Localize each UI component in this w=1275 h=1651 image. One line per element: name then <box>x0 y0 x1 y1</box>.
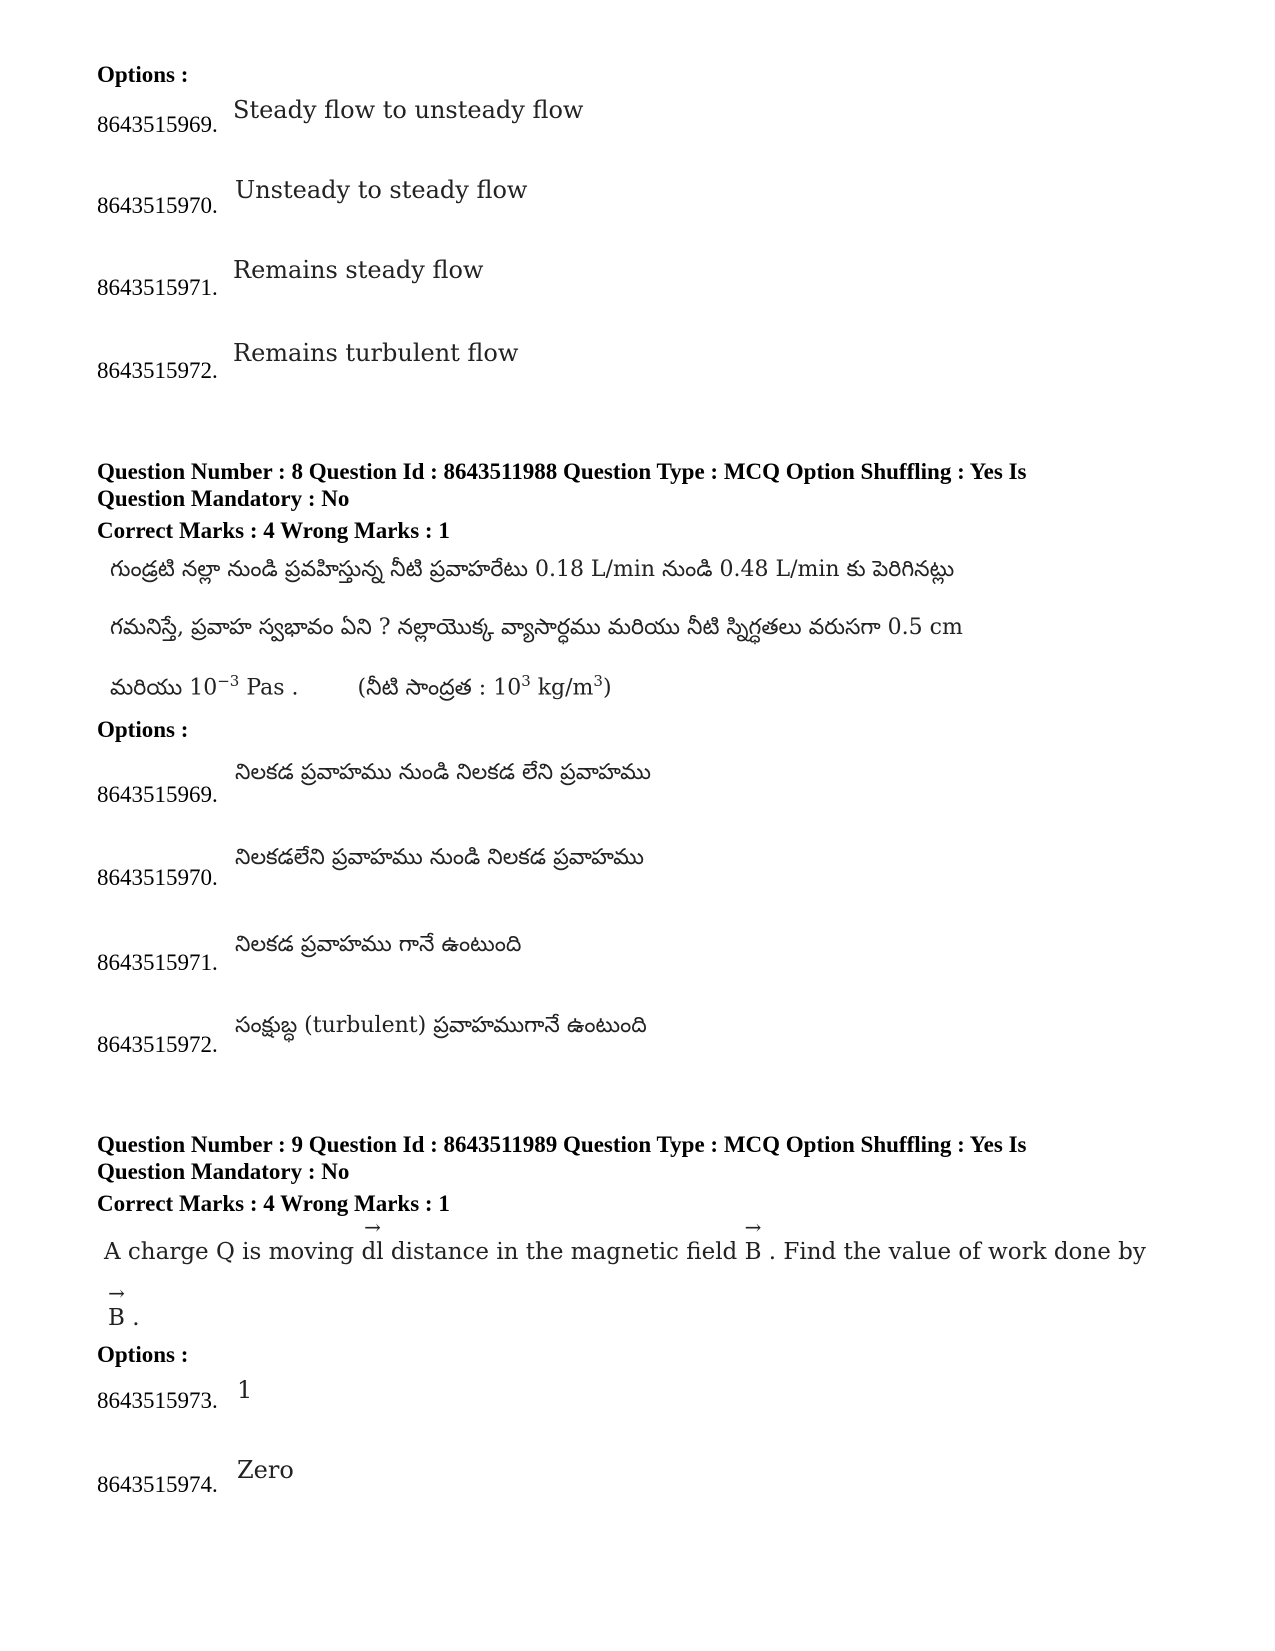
option-text: Steady flow to unsteady flow <box>233 96 584 124</box>
option-text: నిలకడ ప్రవాహము గానే ఉంటుంది <box>235 932 522 957</box>
option-text: నిలకడలేని ప్రవాహము నుండి నిలకడ ప్రవాహము <box>235 845 645 870</box>
question-text-line: గమనిస్తే, ప్రవాహ స్వభావం ఏని ? నల్లాయొక్క వ్యాసార్ధము మరియు నీటి స్నిగ్ధతలు వరుసగా 0.5 cm <box>110 615 963 640</box>
option-text: Remains turbulent flow <box>233 339 519 367</box>
options-label: Options : <box>97 1342 189 1367</box>
option-id: 8643515971. <box>97 950 218 975</box>
option-id: 8643515972. <box>97 358 218 383</box>
question-text-line: → B . <box>108 1281 140 1331</box>
option-text: సంక్షుబ్ధ (turbulent) ప్రవాహముగానే ఉంటుంది <box>235 1013 647 1038</box>
question-header: Question Number : 8 Question Id : 8643511988 Question Type : MCQ Option Shuffling : Yes Is <box>97 459 1027 484</box>
option-text: నిలకడ ప్రవాహము నుండి నిలకడ లేని ప్రవాహము <box>235 760 652 785</box>
options-label: Options : <box>97 717 189 742</box>
options-label: Options : <box>97 62 189 87</box>
question-header-mandatory: Question Mandatory : No <box>97 486 350 511</box>
vector-b: → B <box>744 1215 762 1265</box>
question-header: Question Number : 9 Question Id : 8643511989 Question Type : MCQ Option Shuffling : Yes Is <box>97 1132 1027 1157</box>
vector-b: → B <box>108 1281 125 1331</box>
option-id: 8643515973. <box>97 1388 218 1413</box>
question-text-line: మరియు $10^{-3}$ Pas . (నీటి సాంద్రత : $10^3$ $kg/m^3$) <box>110 672 612 701</box>
option-id: 8643515972. <box>97 1032 218 1057</box>
option-id: 8643515971. <box>97 275 218 300</box>
option-id: 8643515970. <box>97 865 218 890</box>
vector-dl: → dl <box>361 1215 384 1265</box>
option-id: 8643515969. <box>97 112 218 137</box>
question-marks: Correct Marks : 4 Wrong Marks : 1 <box>97 518 450 543</box>
option-id: 8643515970. <box>97 193 218 218</box>
question-text-line: A charge Q is moving → dl distance in the magnetic field → B . Find the value of work done by <box>104 1215 1146 1265</box>
question-text-line: గుండ్రటి నల్లా నుండి ప్రవహిస్తున్న నీటి ప్రవాహరేటు 0.18 L/min నుండి 0.48 L/min కు పెరిగినట్లు <box>110 557 955 582</box>
option-text: 1 <box>237 1376 253 1404</box>
option-text: Zero <box>237 1456 294 1484</box>
option-id: 8643515974. <box>97 1472 218 1497</box>
option-id: 8643515969. <box>97 782 218 807</box>
option-text: Remains steady flow <box>233 256 484 284</box>
option-text: Unsteady to steady flow <box>235 176 528 204</box>
question-header-mandatory: Question Mandatory : No <box>97 1159 350 1184</box>
question-marks: Correct Marks : 4 Wrong Marks : 1 <box>97 1191 450 1216</box>
